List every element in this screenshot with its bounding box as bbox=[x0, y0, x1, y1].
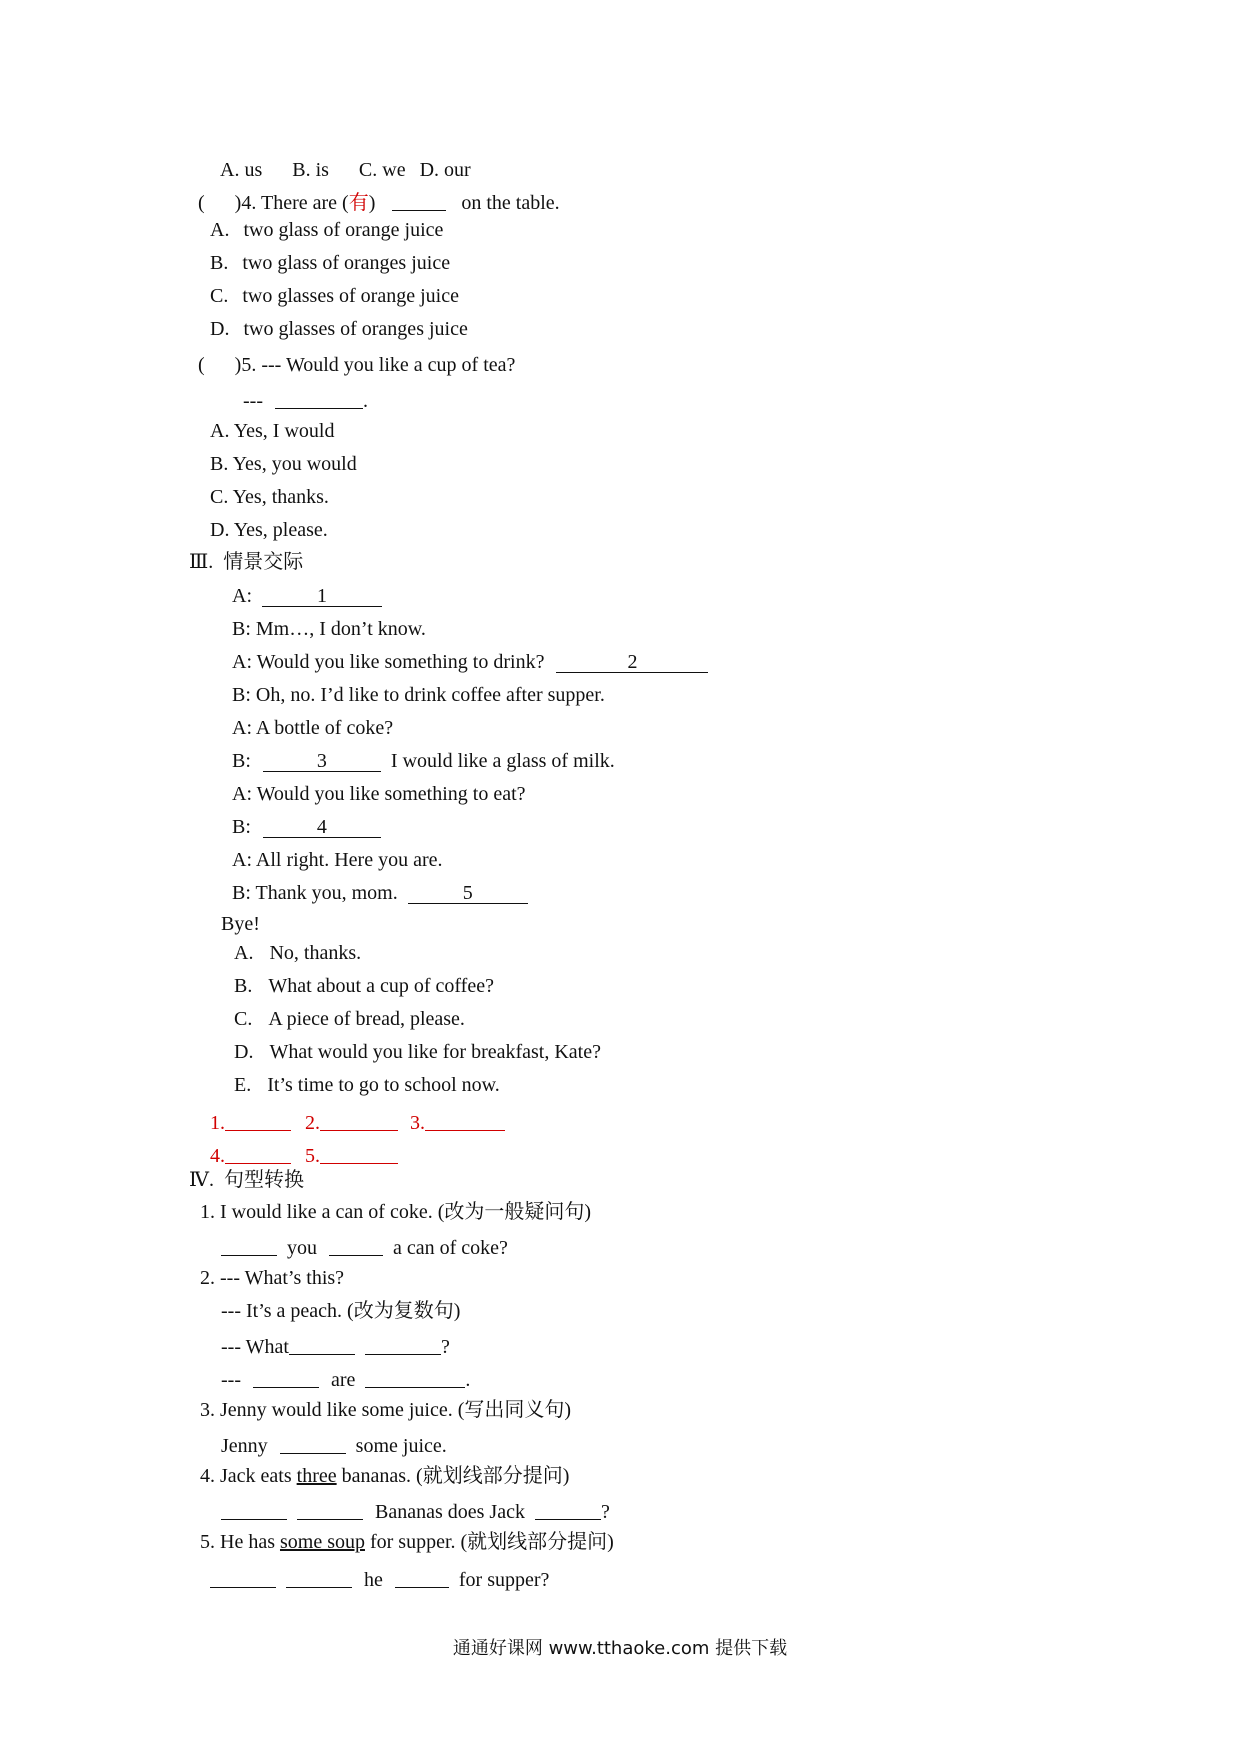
answer-blank[interactable] bbox=[286, 1567, 352, 1588]
s4-q5-answer: he for supper? bbox=[210, 1565, 549, 1592]
s4-q3-answer: Jenny some juice. bbox=[221, 1435, 447, 1457]
s4-q2-line2: --- It’s a peach. (改为复数句) bbox=[221, 1300, 461, 1322]
answer-blank[interactable] bbox=[329, 1235, 383, 1256]
q4-option-a: A. two glass of orange juice bbox=[210, 219, 444, 241]
dialog-line-8: B: 4 bbox=[232, 815, 381, 839]
answer-blank[interactable] bbox=[395, 1567, 449, 1588]
section3-option-e: E. It’s time to go to school now. bbox=[234, 1074, 500, 1096]
answer-row-1: 1. 2. 3. bbox=[210, 1108, 505, 1135]
answer-blank[interactable] bbox=[253, 1367, 319, 1388]
answer-blank[interactable] bbox=[392, 190, 446, 211]
q5-option-d: D. Yes, please. bbox=[210, 519, 328, 541]
s4-q1-answer: you a can of coke? bbox=[221, 1233, 508, 1260]
dialog-blank-3[interactable]: 3 bbox=[263, 751, 381, 772]
s4-q5-stem: 5. He has some soup for supper. (就划线部分提问) bbox=[200, 1531, 614, 1553]
answer-blank[interactable] bbox=[221, 1499, 287, 1520]
option-b: B. is bbox=[292, 159, 329, 181]
answer-blank[interactable] bbox=[275, 388, 363, 409]
dialog-line-10: B: Thank you, mom. 5 bbox=[232, 881, 528, 905]
dialog-line-1: A: 1 bbox=[232, 584, 382, 608]
dialog-blank-1[interactable]: 1 bbox=[262, 586, 382, 607]
q5-stem: ( )5. --- Would you like a cup of tea? bbox=[198, 354, 516, 376]
section3-heading: Ⅲ. 情景交际 bbox=[189, 549, 304, 573]
section3-option-a: A. No, thanks. bbox=[234, 942, 362, 964]
s4-q4-answer: Bananas does Jack ? bbox=[221, 1497, 610, 1524]
dialog-line-4: B: Oh, no. I’d like to drink coffee after supper. bbox=[232, 684, 605, 706]
answer-blank-3[interactable] bbox=[425, 1110, 505, 1131]
q4-option-c: C. two glasses of orange juice bbox=[210, 285, 459, 307]
q5-option-b: B. Yes, you would bbox=[210, 453, 357, 475]
option-c: C. we bbox=[358, 159, 406, 181]
dialog-line-6: B: 3 I would like a glass of milk. bbox=[232, 750, 615, 772]
answer-blank[interactable] bbox=[365, 1334, 441, 1355]
q4-option-d: D. two glasses of oranges juice bbox=[210, 318, 468, 340]
q4-option-b: B. two glass of oranges juice bbox=[210, 252, 451, 274]
dialog-blank-2[interactable]: 2 bbox=[556, 652, 708, 673]
s4-q2-line4: --- are . bbox=[221, 1369, 471, 1391]
dialog-line-7: A: Would you like something to eat? bbox=[232, 783, 526, 805]
dialog-line-5: A: A bottle of coke? bbox=[232, 717, 394, 739]
answer-blank-1[interactable] bbox=[225, 1110, 291, 1131]
section3-option-b: B. What about a cup of coffee? bbox=[234, 975, 494, 997]
answer-blank-5[interactable] bbox=[320, 1143, 398, 1164]
answer-blank-4[interactable] bbox=[225, 1143, 291, 1164]
q3-options bbox=[220, 158, 471, 182]
q5-reply: --- . bbox=[243, 390, 368, 412]
s4-q3-stem: 3. Jenny would like some juice. (写出同义句) bbox=[200, 1399, 572, 1421]
answer-blank[interactable] bbox=[289, 1334, 355, 1355]
dialog-blank-5[interactable]: 5 bbox=[408, 883, 528, 904]
dialog-line-2: B: Mm…, I don’t know. bbox=[232, 618, 426, 640]
section3-option-d: D. What would you like for breakfast, Kate? bbox=[234, 1041, 601, 1063]
dialog-blank-4[interactable]: 4 bbox=[263, 817, 381, 838]
answer-blank[interactable] bbox=[221, 1235, 277, 1256]
answer-blank[interactable] bbox=[280, 1433, 346, 1454]
footer-attribution: 通通好课网 www.tthaoke.com 提供下载 bbox=[452, 1638, 788, 1659]
q5-option-a: A. Yes, I would bbox=[210, 420, 335, 442]
s4-q2-line3: --- What ? bbox=[221, 1336, 450, 1358]
section3-option-c: C. A piece of bread, please. bbox=[234, 1008, 465, 1030]
dialog-line-3: A: Would you like something to drink? 2 bbox=[232, 650, 708, 674]
q5-option-c: C. Yes, thanks. bbox=[210, 486, 329, 508]
option-d: D. our bbox=[419, 159, 471, 181]
q4-stem: ( )4. There are (有) on the table. bbox=[198, 192, 560, 214]
section4-heading: Ⅳ. 句型转换 bbox=[189, 1167, 304, 1191]
answer-blank[interactable] bbox=[297, 1499, 363, 1520]
answer-blank[interactable] bbox=[535, 1499, 601, 1520]
answer-row-2: 4. 5. bbox=[210, 1141, 398, 1168]
dialog-line-9: A: All right. Here you are. bbox=[232, 849, 443, 871]
option-a: A. us bbox=[220, 159, 263, 181]
answer-blank-2[interactable] bbox=[320, 1110, 398, 1131]
s4-q4-stem: 4. Jack eats three bananas. (就划线部分提问) bbox=[200, 1465, 570, 1487]
s4-q2-stem: 2. --- What’s this? bbox=[200, 1267, 345, 1289]
s4-q1-stem: 1. I would like a can of coke. (改为一般疑问句) bbox=[200, 1201, 592, 1223]
dialog-line-11: Bye! bbox=[221, 913, 260, 935]
answer-blank[interactable] bbox=[365, 1367, 465, 1388]
answer-blank[interactable] bbox=[210, 1567, 276, 1588]
